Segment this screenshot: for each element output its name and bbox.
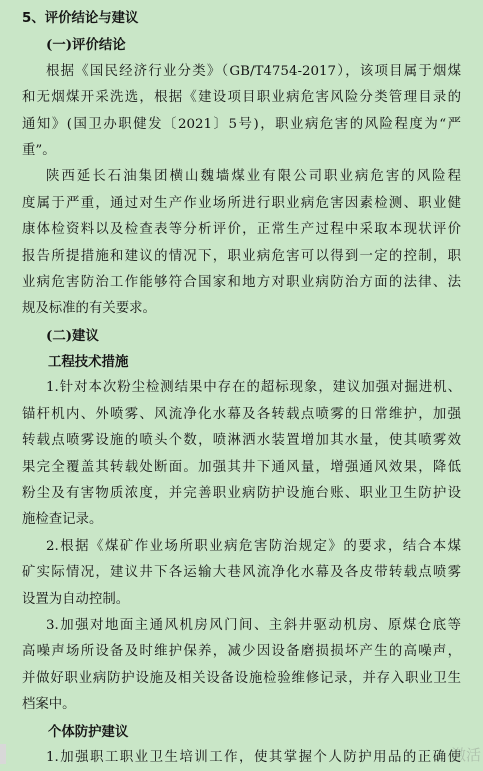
ppe-item-1: 1.加强职工职业卫生培训工作，使其掌握个人防护用品的正确使 [46,749,461,765]
subsection-heading-conclusion: (一)评价结论 [46,37,126,54]
paragraph-line: 规及标准的有关要求。 [22,301,156,317]
paragraph-classification [22,59,461,165]
paragraph-line: 档案中。 [22,697,76,713]
paragraph-line: 2.根据《煤矿作业场所职业病危害防治规定》的要求，结合本煤 [46,538,461,554]
suggestion-item-2 [22,534,461,613]
paragraph-line: 并做好职业病防护设施及相关设备设施检验维修记录，并存入职业卫生 [22,670,461,686]
engineering-measures-heading: 工程技术措施 [48,354,129,371]
paragraph-line: 3.加强对地面主通风机房风门间、主斜井驱动机房、原煤仓底等 [46,617,461,633]
activation-watermark: 激活 [450,746,481,764]
paragraph-line: 康体检资料以及检查表等分析评价，正常生产过程中采取本现状评价 [22,222,461,238]
suggestion-item-1 [22,375,461,533]
paragraph-line: 施检查记录。 [22,512,103,528]
page-margin-marker [0,744,6,764]
paragraph-line: 果完全覆盖其转载处断面。加强其井下通风量，增强通风效果，降低 [22,459,461,475]
paragraph-line: 粉尘及有害物质浓度，并完善职业病防护设施台账、职业卫生防护设 [22,486,461,502]
paragraph-line: 根据《国民经济行业分类》（GB/T4754-2017），该项目属于烟煤 [46,63,461,79]
paragraph-line: 报告所提措施和建议的情况下，职业病危害可以得到一定的控制，职 [22,248,461,264]
paragraph-line: 矿实际情况，建议井下各运输大巷风流净化水幕及各皮带转载点喷雾 [22,565,461,581]
paragraph-line: 业病危害防治工作能够符合国家和地方对职业病防治方面的法律、法 [22,274,461,290]
paragraph-line: 陕西延长石油集团横山魏墙煤业有限公司职业病危害的风险程 [46,169,461,185]
paragraph-line: 重”。 [22,142,56,158]
paragraph-risk-summary [22,164,461,322]
paragraph-line: 度属于严重，通过对生产作业场所进行职业病危害因素检测、职业健 [22,195,461,211]
paragraph-line: 锚杆机内、外喷雾、风流净化水幕及各转载点喷雾的日常维护，加强 [22,406,461,422]
paragraph-line: 高噪声场所设备及时维护保养，减少因设备磨损损坏产生的高噪声， [22,644,461,660]
suggestion-item-3 [22,613,461,719]
paragraph-line: 1.针对本次粉尘检测结果中存在的超标现象，建议加强对掘进机、 [46,380,461,396]
paragraph-line: 和无烟煤开采洗选，根据《建设项目职业病危害风险分类管理目录的 [22,90,461,106]
paragraph-line: 转载点喷雾设施的喷头个数，喷淋洒水装置增加其水量，使其喷雾效 [22,433,461,449]
paragraph-line: 通知》(国卫办职健发〔2021〕5号)，职业病危害的风险程度为“严 [22,116,461,132]
paragraph-line: 设置为自动控制。 [22,591,130,607]
ppe-heading: 个体防护建议 [48,723,129,740]
subsection-heading-suggestions: (二)建议 [46,327,99,344]
section-heading: 5、评价结论与建议 [22,11,139,26]
